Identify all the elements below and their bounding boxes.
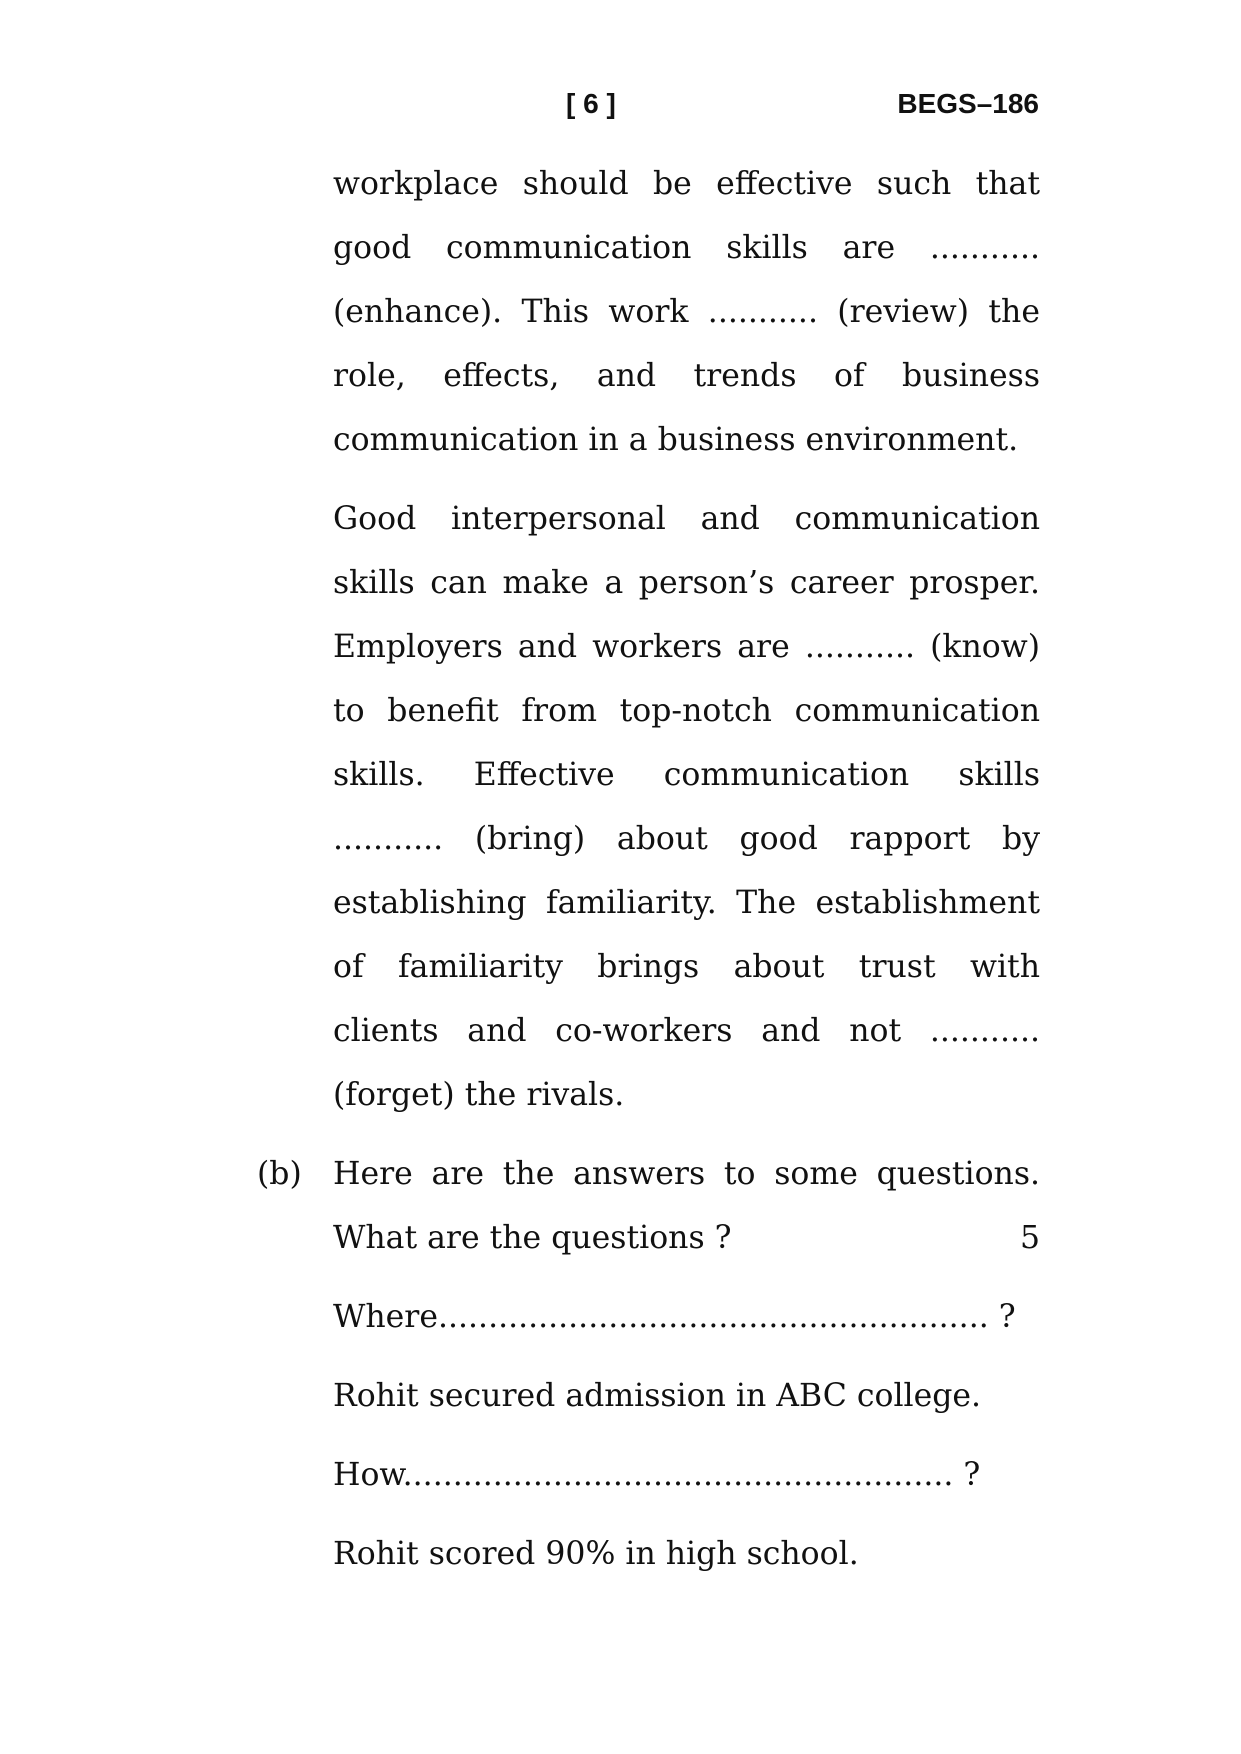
text-line: clients and co-workers and not ........... <box>333 1013 1040 1049</box>
text-line: workplace should be effective such that <box>333 166 1040 202</box>
text-line: skills. Effective communication skills <box>333 757 1040 793</box>
question-part-b <box>257 1142 1040 1586</box>
instruction-line: What are the questions ? <box>333 1220 732 1256</box>
answer-how: Rohit scored 90% in high school. <box>333 1536 859 1572</box>
text-line: Good interpersonal and communication <box>333 501 1040 537</box>
part-label: (b) <box>257 1156 302 1192</box>
text-line: good communication skills are ........... <box>333 230 1040 266</box>
text-line: (forget) the rivals. <box>333 1077 625 1113</box>
question-where: Where....................................................... ? <box>333 1299 1016 1335</box>
answer-where: Rohit secured admission in ABC college. <box>333 1378 982 1414</box>
instruction-row <box>333 1206 1040 1270</box>
text-line: role, effects, and trends of business <box>333 358 1040 394</box>
paragraph-workplace-communication <box>333 152 1040 472</box>
page-number: [ 6 ] <box>566 88 616 119</box>
page-header <box>0 88 1241 128</box>
paragraph-interpersonal-skills <box>333 487 1040 1127</box>
course-code: BEGS–186 <box>897 88 1039 119</box>
text-line: ........... (bring) about good rapport by <box>333 821 1040 857</box>
text-line: communication in a business environment. <box>333 422 1019 458</box>
text-line: (enhance). This work ........... (review) the <box>333 294 1040 330</box>
text-line: of familiarity brings about trust with <box>333 949 1040 985</box>
marks: 5 <box>1019 1220 1040 1256</box>
text-line: skills can make a person’s career prosper. <box>333 565 1040 601</box>
instruction-line: Here are the answers to some questions. <box>333 1156 1040 1192</box>
page-content <box>257 152 1040 1586</box>
question-how: How....................................................... ? <box>333 1457 981 1493</box>
text-line: establishing familiarity. The establishment <box>333 885 1040 921</box>
text-line: Employers and workers are ........... (know) <box>333 629 1040 665</box>
text-line: to benefit from top-notch communication <box>333 693 1040 729</box>
